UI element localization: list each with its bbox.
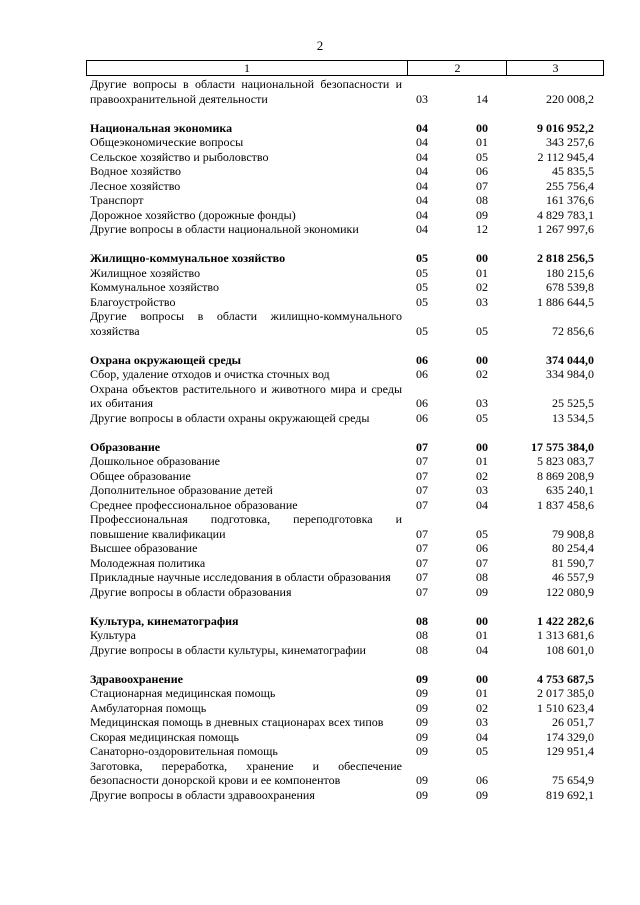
row-amount: 161 376,6 [546,193,594,207]
row-subsection-code: 07 [476,555,488,570]
row-section-code: 09 [416,686,428,700]
row-subsection-code: 04 [476,729,488,744]
table-row [90,744,600,759]
row-subsection-code: 05 [476,744,488,758]
row-subsection-code: 03 [476,715,488,729]
row-amount: 72 856,6 [552,323,594,338]
row-name: Культура [90,628,136,642]
table-row [90,367,600,382]
table-row [90,483,600,498]
section-row [90,440,600,455]
table-row [90,730,600,745]
row-amount: 122 080,9 [546,584,594,599]
table-row [90,512,600,541]
row-name: Дошкольное образование [90,454,220,468]
row-section-code: 09 [416,715,428,729]
row-amount: 46 557,9 [552,570,594,584]
row-amount: 25 525,5 [552,396,594,410]
row-amount: 678 539,8 [546,280,594,294]
row-subsection-code: 01 [476,135,488,149]
row-name: Образование [90,439,161,454]
row-amount: 1 886 644,5 [537,294,594,309]
row-name: Сельское хозяйство и рыболовство [90,149,269,164]
table-row [90,759,600,788]
row-section-code: 06 [416,367,428,381]
row-name: Заготовка, переработка, хранение и обеспечение безопасности донорской крови и ее компонентов [90,758,402,787]
table-row [90,498,600,513]
row-name: Амбулаторная помощь [90,700,207,715]
row-subsection-code: 12 [476,222,488,236]
row-section-code: 03 [416,91,428,106]
row-subsection-code: 00 [476,352,488,367]
table-row [90,788,600,803]
row-name: Жилищно-коммунальное хозяйство [90,251,286,265]
row-section-code: 05 [416,265,428,280]
row-subsection-code: 01 [476,686,488,700]
section-spacer [90,657,600,672]
section-spacer [90,237,600,252]
row-subsection-code: 06 [476,773,488,787]
section-row [90,121,600,136]
row-subsection-code: 09 [476,584,488,599]
row-name: Другие вопросы в области национальной безопасности и правоохранительной деятельности [90,77,402,106]
row-amount: 1 837 458,6 [537,497,594,512]
row-name: Здравоохранение [90,671,183,686]
row-amount: 343 257,6 [546,135,594,149]
row-amount: 1 267 997,6 [537,222,594,236]
row-section-code: 07 [416,497,428,512]
row-section-code: 04 [416,193,428,207]
row-amount: 4 829 783,1 [537,207,594,222]
row-section-code: 08 [416,642,428,657]
row-subsection-code: 07 [476,178,488,193]
row-name: Другие вопросы в области культуры, кинематографии [90,642,366,657]
row-subsection-code: 00 [476,251,488,265]
table-row [90,179,600,194]
row-name: Высшее образование [90,541,198,555]
table-row [90,309,600,338]
row-section-code: 04 [416,164,428,178]
row-subsection-code: 05 [476,526,488,541]
row-subsection-code: 06 [476,541,488,555]
row-section-code: 07 [416,439,428,454]
row-section-code: 04 [416,207,428,222]
row-subsection-code: 00 [476,120,488,135]
row-amount: 2 017 385,0 [537,686,594,700]
section-spacer [90,425,600,440]
table-row [90,295,600,310]
row-name: Национальная экономика [90,120,233,135]
row-section-code: 07 [416,555,428,570]
row-amount: 4 753 687,5 [537,671,594,686]
row-name: Жилищное хозяйство [90,265,201,280]
row-section-code: 04 [416,149,428,164]
row-amount: 5 823 083,7 [537,454,594,468]
row-amount: 81 590,7 [552,555,594,570]
row-section-code: 09 [416,700,428,715]
row-amount: 79 908,8 [552,526,594,541]
row-amount: 75 654,9 [552,773,594,787]
table-row [90,454,600,469]
row-amount: 26 051,7 [552,715,594,729]
row-amount: 255 756,4 [546,178,594,193]
row-section-code: 09 [416,671,428,686]
row-section-code: 04 [416,222,428,236]
table-row [90,164,600,179]
row-subsection-code: 03 [476,396,488,410]
row-section-code: 07 [416,526,428,541]
row-name: Общеэкономические вопросы [90,135,244,149]
row-name: Благоустройство [90,294,176,309]
table-header [86,60,604,76]
row-amount: 13 534,5 [552,410,594,425]
row-section-code: 07 [416,584,428,599]
row-subsection-code: 02 [476,468,488,483]
row-subsection-code: 00 [476,613,488,628]
row-section-code: 08 [416,613,428,628]
table-row [90,628,600,643]
table-row [90,556,600,571]
row-amount: 129 951,4 [546,744,594,758]
section-spacer [90,338,600,353]
row-subsection-code: 06 [476,164,488,178]
budget-table [90,77,600,802]
row-subsection-code: 05 [476,410,488,425]
row-section-code: 05 [416,280,428,294]
header-col-1: 1 [244,61,250,75]
row-name: Водное хозяйство [90,164,182,178]
row-name: Молодежная политика [90,555,206,570]
table-row [90,222,600,237]
row-amount: 180 215,6 [546,265,594,280]
row-subsection-code: 03 [476,483,488,497]
row-amount: 8 869 208,9 [537,468,594,483]
row-subsection-code: 08 [476,570,488,584]
row-subsection-code: 04 [476,497,488,512]
page-number: 2 [316,38,324,53]
row-section-code: 04 [416,135,428,149]
table-row [90,266,600,281]
row-section-code: 07 [416,570,428,584]
row-subsection-code: 00 [476,671,488,686]
section-row [90,353,600,368]
table-row [90,715,600,730]
table-row [90,643,600,658]
table-row [90,382,600,411]
row-section-code: 08 [416,628,428,642]
row-section-code: 09 [416,787,428,802]
row-subsection-code: 05 [476,323,488,338]
row-name: Дорожное хозяйство (дорожные фонды) [90,207,296,222]
table-row [90,541,600,556]
row-amount: 635 240,1 [546,483,594,497]
row-subsection-code: 08 [476,193,488,207]
header-col-3: 3 [506,61,604,75]
row-name: Другие вопросы в области охраны окружающей среды [90,410,370,425]
row-amount: 17 575 384,0 [531,439,594,454]
row-name: Общее образование [90,468,191,483]
row-subsection-code: 04 [476,642,488,657]
row-amount: 174 329,0 [546,729,594,744]
section-row [90,251,600,266]
row-name: Сбор, удаление отходов и очистка сточных вод [90,367,330,381]
row-subsection-code: 14 [476,91,488,106]
row-name: Среднее профессиональное образование [90,497,298,512]
table-row [90,411,600,426]
section-row [90,672,600,687]
row-name: Другие вопросы в области национальной экономики [90,222,359,236]
row-amount: 2 818 256,5 [537,251,594,265]
table-row [90,570,600,585]
row-name: Охрана окружающей среды [90,352,242,367]
row-section-code: 07 [416,541,428,555]
table-row [90,77,600,106]
row-amount: 819 692,1 [546,787,594,802]
row-subsection-code: 02 [476,700,488,715]
row-subsection-code: 01 [476,265,488,280]
row-section-code: 07 [416,468,428,483]
row-amount: 9 016 952,2 [537,120,594,135]
row-name: Лесное хозяйство [90,178,181,193]
row-name: Дополнительное образование детей [90,483,273,497]
table-row [90,208,600,223]
row-section-code: 04 [416,178,428,193]
table-row [90,280,600,295]
row-section-code: 06 [416,396,428,410]
row-section-code: 09 [416,729,428,744]
row-subsection-code: 02 [476,367,488,381]
row-subsection-code: 05 [476,149,488,164]
table-row [90,135,600,150]
row-name: Коммунальное хозяйство [90,280,219,294]
row-name: Охрана объектов растительного и животного мира и среды их обитания [90,381,402,410]
table-row [90,193,600,208]
row-section-code: 07 [416,454,428,468]
row-subsection-code: 03 [476,294,488,309]
row-name: Профессиональная подготовка, переподготовка и повышение квалификации [90,512,402,541]
table-row [90,686,600,701]
section-row [90,614,600,629]
row-name: Скорая медицинская помощь [90,729,239,744]
row-amount: 2 112 945,4 [537,149,594,164]
table-row [90,585,600,600]
row-name: Другие вопросы в области здравоохранения [90,787,315,802]
row-section-code: 05 [416,251,428,265]
row-section-code: 07 [416,483,428,497]
row-subsection-code: 00 [476,439,488,454]
row-amount: 1 510 623,4 [537,700,594,715]
row-subsection-code: 01 [476,628,488,642]
row-amount: 80 254,4 [552,541,594,555]
row-section-code: 06 [416,352,428,367]
row-subsection-code: 02 [476,280,488,294]
row-amount: 45 835,5 [552,164,594,178]
row-section-code: 05 [416,294,428,309]
section-spacer [90,106,600,121]
row-subsection-code: 01 [476,454,488,468]
row-section-code: 09 [416,744,428,758]
row-subsection-code: 09 [476,207,488,222]
table-row [90,701,600,716]
row-amount: 374 044,0 [546,352,594,367]
row-section-code: 04 [416,120,428,135]
row-section-code: 06 [416,410,428,425]
row-name: Стационарная медицинская помощь [90,686,276,700]
row-name: Прикладные научные исследования в области образования [90,570,391,584]
row-section-code: 05 [416,323,428,338]
table-row [90,469,600,484]
row-name: Другие вопросы в области жилищно-коммунального хозяйства [90,309,402,338]
row-name: Другие вопросы в области образования [90,584,292,599]
row-name: Культура, кинематография [90,613,239,628]
section-spacer [90,599,600,614]
row-name: Транспорт [90,193,144,207]
row-amount: 220 008,2 [546,91,594,106]
table-row [90,150,600,165]
row-section-code: 09 [416,773,428,787]
row-name: Медицинская помощь в дневных стационарах всех типов [90,715,384,729]
row-subsection-code: 09 [476,787,488,802]
row-name: Санаторно-оздоровительная помощь [90,744,278,758]
row-amount: 108 601,0 [546,642,594,657]
header-col-2: 2 [407,61,507,75]
row-amount: 1 422 282,6 [537,613,594,628]
row-amount: 334 984,0 [546,367,594,381]
row-amount: 1 313 681,6 [537,628,594,642]
